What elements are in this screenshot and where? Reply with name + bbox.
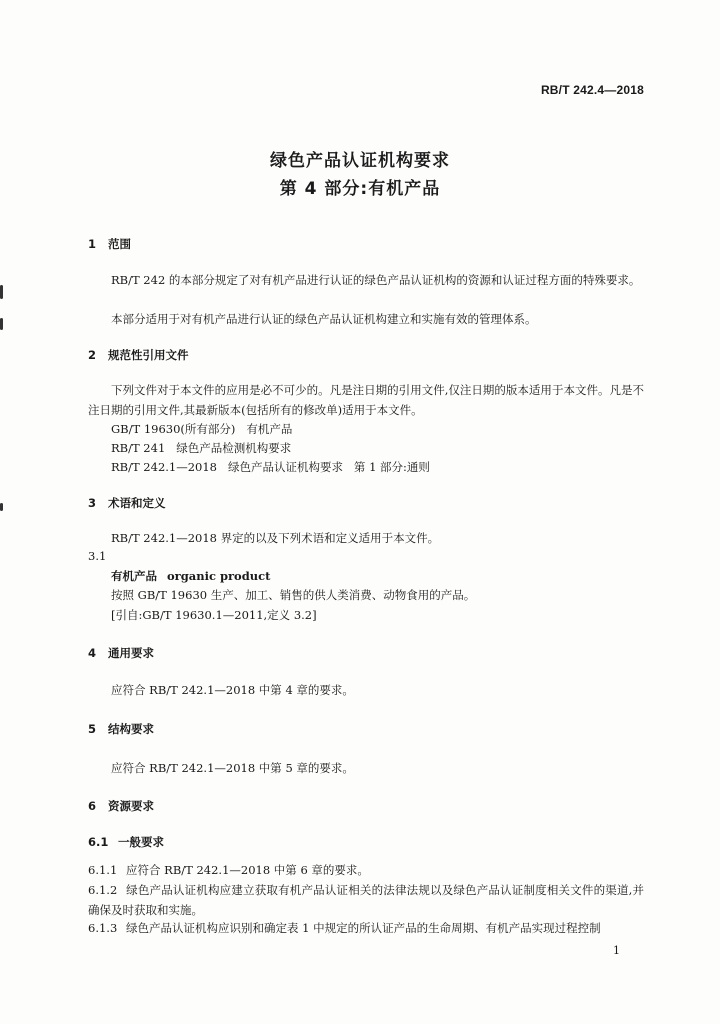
scan-edge-mark (0, 318, 3, 330)
reference-item: GB/T 19630(所有部分) 有机产品 (111, 422, 293, 436)
section-title: 资源要求 (108, 799, 154, 813)
clause-text: 应符合 RB/T 242.1—2018 中第 6 章的要求。 (126, 863, 369, 877)
section-number: 6 (88, 799, 97, 813)
term-source: [引自:GB/T 19630.1—2011,定义 3.2] (111, 608, 317, 622)
section-title: 术语和定义 (108, 496, 166, 510)
clause-text: 绿色产品认证机构应识别和确定表 1 中规定的所认证产品的生命周期、有机产品实现过程控制 (126, 921, 601, 935)
clause (88, 881, 644, 920)
document-subtitle: 第 4 部分:有机产品 (279, 179, 441, 199)
paragraph: RB/T 242.1—2018 界定的以及下列术语和定义适用于本文件。 (111, 531, 440, 545)
section-title: 结构要求 (108, 722, 154, 736)
section-heading-structural (88, 720, 154, 740)
scan-edge-mark (0, 285, 3, 299)
page-number: 1 (613, 944, 620, 957)
section-heading-terms (88, 494, 166, 514)
clause (88, 919, 644, 939)
clause-number: 6.1.3 (88, 921, 118, 935)
subsection-number: 6.1 (88, 835, 109, 849)
reference-item: RB/T 241 绿色产品检测机构要求 (111, 441, 292, 455)
scan-edge-mark (0, 503, 3, 511)
clause-number: 6.1.1 (88, 863, 118, 877)
paragraph: 应符合 RB/T 242.1—2018 中第 4 章的要求。 (111, 683, 354, 697)
term-name (111, 567, 270, 587)
paragraph: 应符合 RB/T 242.1—2018 中第 5 章的要求。 (111, 761, 354, 775)
clause-number: 6.1.2 (88, 883, 118, 897)
section-number: 4 (88, 646, 97, 660)
clause-text: 绿色产品认证机构应建立获取有机产品认证相关的法律法规以及绿色产品认证制度相关文件的渠道,并确保及时获取和实施。 (88, 883, 644, 917)
term-number: 3.1 (88, 549, 107, 563)
section-number: 5 (88, 722, 97, 736)
section-heading-scope (88, 235, 131, 255)
term-definition: 按照 GB/T 19630 生产、加工、销售的供人类消费、动物食用的产品。 (111, 588, 476, 602)
section-heading-normative-references (88, 346, 189, 366)
term-chinese: 有机产品 (111, 569, 157, 583)
subsection-title: 一般要求 (118, 835, 164, 849)
section-title: 范围 (108, 237, 131, 251)
paragraph: 本部分适用于对有机产品进行认证的绿色产品认证机构建立和实施有效的管理体系。 (111, 312, 537, 326)
clause (88, 861, 644, 881)
paragraph: RB/T 242 的本部分规定了对有机产品进行认证的绿色产品认证机构的资源和认证过程方面的特殊要求。 (111, 273, 641, 287)
paragraph: 下列文件对于本文件的应用是必不可少的。凡是注日期的引用文件,仅注日期的版本适用于本文件。凡是不注日期的引用文件,其最新版本(包括所有的修改单)适用于本文件。 (88, 383, 644, 417)
subsection-heading-general (88, 833, 164, 853)
section-number: 1 (88, 237, 97, 251)
term-english: organic product (167, 569, 271, 583)
document-title: 绿色产品认证机构要求 (270, 151, 450, 171)
section-heading-resources (88, 797, 154, 817)
section-title: 通用要求 (108, 646, 154, 660)
section-title: 规范性引用文件 (108, 348, 189, 362)
standard-number: RB/T 242.4—2018 (540, 83, 644, 97)
section-number: 3 (88, 496, 97, 510)
reference-item: RB/T 242.1—2018 绿色产品认证机构要求 第 1 部分:通则 (111, 460, 430, 474)
section-heading-general (88, 644, 154, 664)
section-number: 2 (88, 348, 97, 362)
